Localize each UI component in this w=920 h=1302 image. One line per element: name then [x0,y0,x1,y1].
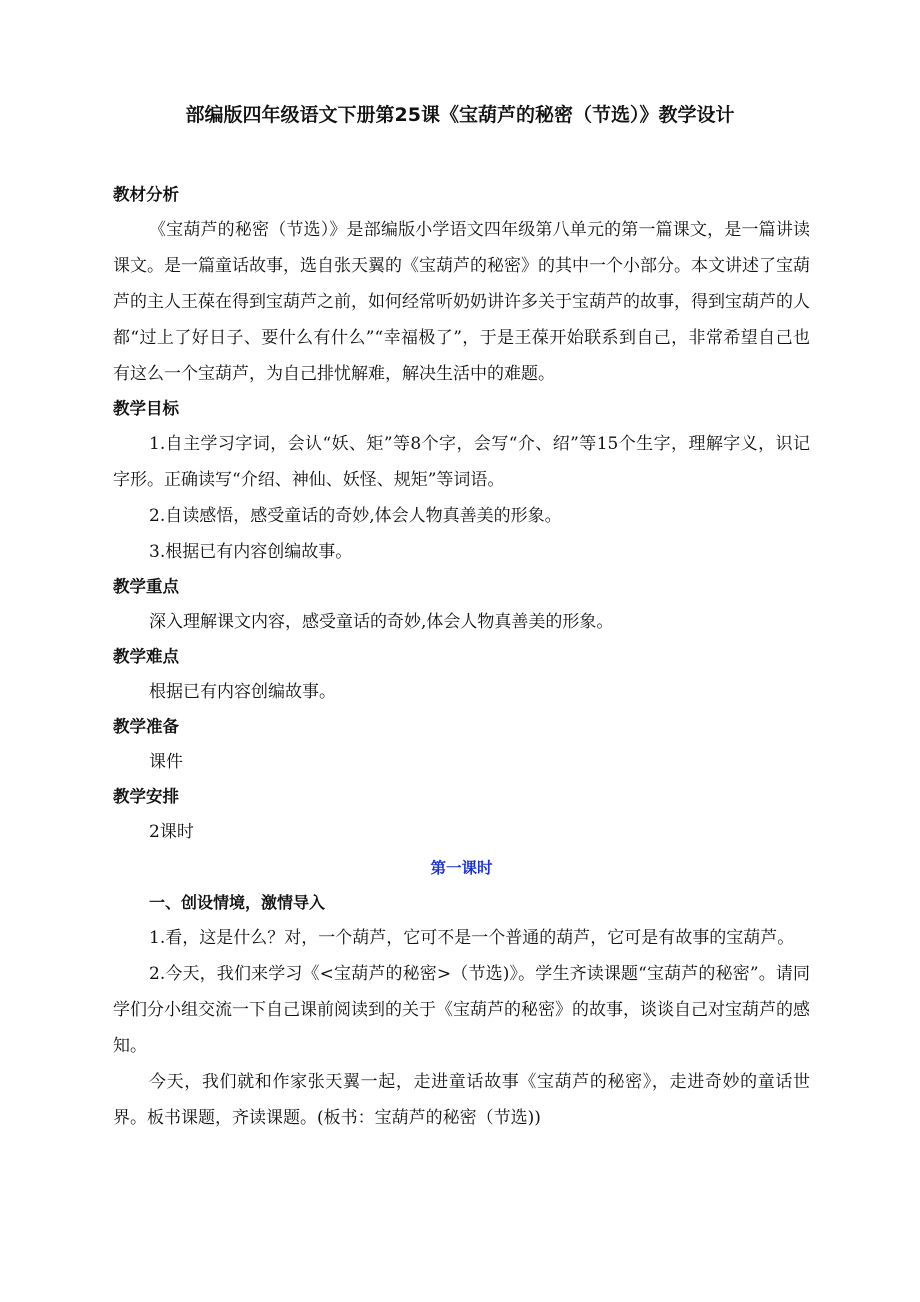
document-title: 部编版四年级语文下册第25课《宝葫芦的秘密（节选）》教学设计 [185,104,735,126]
preparation-text: 课件 [149,752,183,772]
heading-difficulties: 教学难点 [113,647,179,666]
heading-key-points: 教学重点 [113,577,179,596]
lesson1-paragraph-1: 1.看，这是什么？对，一个葫芦，它可不是一个普通的葫芦，它可是有故事的宝葫芦。 [149,928,795,948]
lesson1-paragraph-3: 今天，我们就和作家张天翼一起，走进童话故事《宝葫芦的秘密》，走进奇妙的童话世界。板书课题，齐读课题。(板书：宝葫芦的秘密（节选)) [113,1072,810,1128]
lesson1-title: 第一课时 [430,859,493,877]
heading-analysis: 教材分析 [113,185,179,204]
heading-preparation: 教学准备 [113,717,179,736]
goal-item-3: 3.根据已有内容创编故事。 [149,542,353,562]
key-points-text: 深入理解课文内容，感受童话的奇妙,体会人物真善美的形象。 [149,612,614,632]
document-body [113,178,810,1136]
goal-item-2: 2.自读感悟，感受童话的奇妙,体会人物真善美的形象。 [149,506,562,526]
heading-schedule: 教学安排 [113,787,179,806]
schedule-text: 2课时 [149,822,194,842]
goal-item-1: 1.自主学习字词，会认“妖、矩”等8个字，会写“介、绍”等15个生字，理解字义，识记字形。正确读写“介绍、神仙、妖怪、规矩”等词语。 [113,434,810,490]
heading-goals: 教学目标 [113,399,179,418]
analysis-paragraph: 《宝葫芦的秘密（节选）》是部编版小学语文四年级第八单元的第一篇课文，是一篇讲读课文。是一篇童话故事，选自张天翼的《宝葫芦的秘密》的其中一个小部分。本文讲述了宝葫芦的主人王葆在得到宝葫芦之前，如何经常听奶奶讲许多关于宝葫芦的故事，得到宝葫芦的人都“过上了好日子、要什么有什么”“幸福极了”，于是王葆开始联系到自己，非常希望自己也有这么一个宝葫芦，为自己排忧解难，解决生活中的难题。 [113,220,810,384]
lesson1-part1-heading: 一、创设情境，激情导入 [149,893,326,912]
difficulties-text: 根据已有内容创编故事。 [149,682,336,702]
lesson1-paragraph-2: 2.今天，我们来学习《<宝葫芦的秘密>（节选)》。学生齐读课题“宝葫芦的秘密”。请同学们分小组交流一下自己课前阅读到的关于《宝葫芦的秘密》的故事，谈谈自己对宝葫芦的感知。 [113,964,810,1056]
